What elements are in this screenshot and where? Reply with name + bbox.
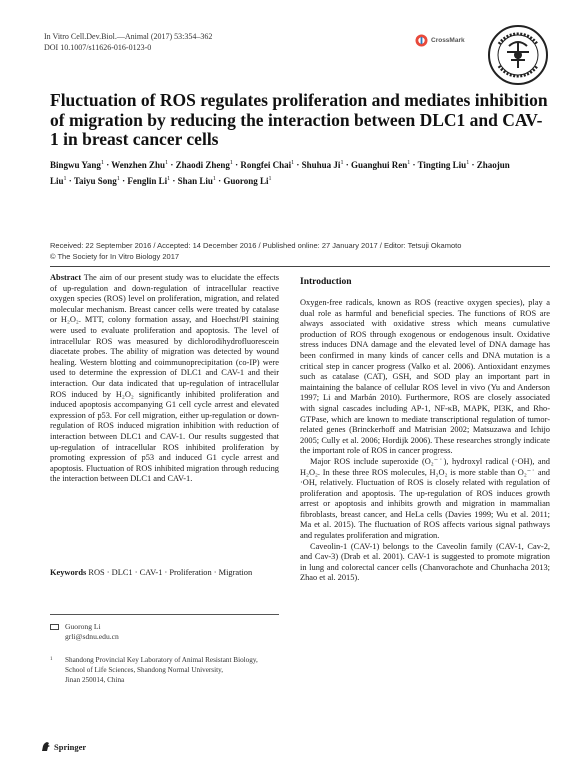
publisher-name: Springer	[54, 741, 87, 752]
author-list	[50, 156, 520, 188]
author-affiliation-marker: 1	[291, 160, 295, 166]
author-name[interactable]: Zhaodi Zheng	[175, 160, 230, 170]
abstract-label: Abstract	[50, 273, 82, 282]
crossmark-icon	[415, 34, 428, 47]
author-name[interactable]: Taiyu Song	[73, 176, 117, 186]
publication-history	[50, 241, 461, 262]
journal-header	[44, 31, 212, 53]
author-separator: ·	[215, 176, 224, 186]
journal-citation: In Vitro Cell.Dev.Biol.—Animal (2017) 53:354–362	[44, 32, 213, 41]
paragraph: Major ROS include superoxide (O₂⁻˙), hydroxyl radical (·OH), and H₂O₂. In these three ROS molecules, H₂O₂ is more stable than O₂⁻˙ and ·OH, relatively. Fluctuation of ROS is closely related with regulation of proliferation and apoptosis. The up-regulation of ROS induces growth arrest or apoptosis and inhibits growth and migration in mammalian fibroblasts, breast cancer, and HeLa cells (Davies 1999; Wu et al. 2011; Ma et al. 2015). The fluctuation of ROS affects various signal pathways and regulates proliferation and migration.	[300, 456, 550, 541]
author-separator: ·	[66, 176, 74, 186]
author-name[interactable]: Shan Liu	[177, 176, 213, 186]
author-affiliation-marker: 1	[229, 160, 233, 166]
abstract-text: The aim of our present study was to elucidate the effects of up-regulation and down-regulation of intracellular reactive oxygen species (ROS) level on proliferation, migration, and related molecular mechanism. Breast cancer cells were treated by catalase or H₂O₂. MTT, colony formation assay, and Hoechst/PI staining were used to evaluate proliferation and apoptosis. The level of intracellular ROS was measured by dichlorodihydrofluorescein diacetate probes. The ability of migration was detected by wound healing. Western blotting and coimmunoprecipitation (co-IP) were used to determine the expression of DLC1 and CAV-1 and their interaction. Our data indicated that up-regulation of intracellular ROS induced by H₂O₂ significantly inhibited proliferation and induced apoptosis accompanying G1 cell cycle arrest and elevated expression of p53. For cell migration, either up-regulation or down-regulation of ROS induced migration inhibition with reduction of interaction between DLC1 and CAV-1. Our results suggested that up-regulation of intracellular ROS inhibited proliferation by promoting expression of p53 and induced G1 cycle arrest and apoptosis. Fluctuation of ROS inhibited migration through reducing the interaction between DLC1 and CAV-1.	[50, 273, 279, 484]
keywords-label: Keywords	[50, 568, 87, 577]
affiliation	[50, 656, 279, 685]
divider	[50, 266, 550, 267]
paragraph: Caveolin-1 (CAV-1) belongs to the Caveolin family (CAV-1, Cav-2, and Cav-3) (Drab et al. 2001). CAV-1 is suggested to promote migration in lung and colorectal cancer cells (Chanvorachote and Chunhacha 2013; Zhao et al. 2015).	[300, 541, 550, 583]
author-name[interactable]: Guanghui Ren	[350, 160, 408, 170]
divider	[50, 614, 279, 615]
paragraph: Oxygen-free radicals, known as ROS (reactive oxygen species), play a dual role as harmful and beneficial species. The functions of ROS are always associated with oxidative stress which means cumulative production of ROS through exogenous or endogenous insult. Oxidative stress induces DNA damage and the elevated level of DNA damage has been confirmed in many kinds of cancer cells and DNA mutation is a critical step in cancer progress (Valko et al. 2006). Antioxidant enzymes such as catalase (CAT), GSH, and SOD play an important part in maintaining the balance of cellular ROS level in vivo (Yu and Anderson 1997; Li and Marbán 2010). Furthermore, ROS are closely associated with signal cascades including AP-1, NF-κB, MAPK, PI3K, and Rho-GTPase, which are known to mediate transcriptional regulation of tumor-related genes (Brinckerhoff and Matrisian 2002; Matsuzawa and Ichijo 2005; Cully et al. 2006; Hordijk 2006). These researches strongly indicate the important role of ROS in cancer progress.	[300, 298, 550, 456]
author-name[interactable]: Wenzhen Zhu	[111, 160, 166, 170]
article-title: Fluctuation of ROS regulates proliferation and mediates inhibition of migration by reducing the interaction between DLC1 and CAV-1 in breast cancer cells	[50, 90, 548, 149]
springer-horse-icon	[40, 741, 51, 752]
received-dates: Received: 22 September 2016 / Accepted: 14 December 2016 / Published online: 27 January 2017 / Editor: Tetsuji Okamoto	[50, 241, 462, 250]
affiliation-line: Shandong Provincial Key Laboratory of Animal Resistant Biology,	[65, 656, 258, 664]
affiliation-line: Jinan 250014, China	[65, 675, 125, 684]
publisher-logo	[40, 741, 86, 752]
affiliation-line: School of Life Sciences, Shandong Normal University,	[65, 665, 224, 674]
copyright: © The Society for In Vitro Biology 2017	[50, 251, 180, 261]
author-separator: ·	[469, 160, 477, 170]
author-affiliation-marker: 1	[466, 160, 470, 166]
author-separator: ·	[232, 160, 241, 170]
author-separator: ·	[410, 160, 418, 170]
keywords-text: ROS · DLC1 · CAV-1 · Proliferation · Migration	[88, 568, 253, 577]
author-affiliation-marker: 1	[167, 176, 171, 182]
author-affiliation-marker: 1	[165, 160, 169, 166]
doi-line: DOI 10.1007/s11626-016-0123-0	[44, 43, 152, 52]
author-name[interactable]: Tingting Liu	[417, 160, 467, 170]
introduction-body	[300, 298, 550, 584]
corresponding-author	[50, 622, 279, 642]
envelope-icon	[50, 624, 59, 630]
author-affiliation-marker: 1	[407, 160, 411, 166]
abstract	[50, 273, 279, 485]
author-name[interactable]: Fenglin Li	[127, 176, 168, 186]
society-logo-icon	[487, 24, 549, 86]
author-separator: ·	[294, 160, 302, 170]
author-name[interactable]: Bingwu Yang	[50, 160, 101, 170]
author-separator: ·	[168, 160, 176, 170]
author-affiliation-marker: 1	[268, 176, 272, 182]
author-affiliation-marker: 1	[212, 176, 216, 182]
author-name[interactable]: Guorong Li	[223, 176, 269, 186]
author-name[interactable]: Rongfei Chai	[240, 160, 292, 170]
author-name[interactable]: Zhaojun Liu	[50, 160, 510, 186]
author-affiliation-marker: 1	[116, 176, 120, 182]
author-affiliation-marker: 1	[340, 160, 344, 166]
crossmark-badge[interactable]	[415, 34, 465, 47]
author-separator: ·	[343, 160, 351, 170]
author-affiliation-marker: 1	[63, 176, 67, 182]
author-separator: ·	[119, 176, 128, 186]
keywords	[50, 568, 279, 579]
affiliation-number: 1	[50, 657, 53, 662]
crossmark-label: CrossMark	[431, 37, 465, 44]
author-separator: ·	[170, 176, 178, 186]
author-name[interactable]: Shuhua Ji	[301, 160, 341, 170]
contact-name: Guorong Li	[65, 622, 101, 631]
author-separator: ·	[103, 160, 112, 170]
introduction-heading: Introduction	[300, 277, 352, 287]
contact-email[interactable]: grli@sdnu.edu.cn	[65, 632, 119, 641]
author-affiliation-marker: 1	[100, 160, 104, 166]
